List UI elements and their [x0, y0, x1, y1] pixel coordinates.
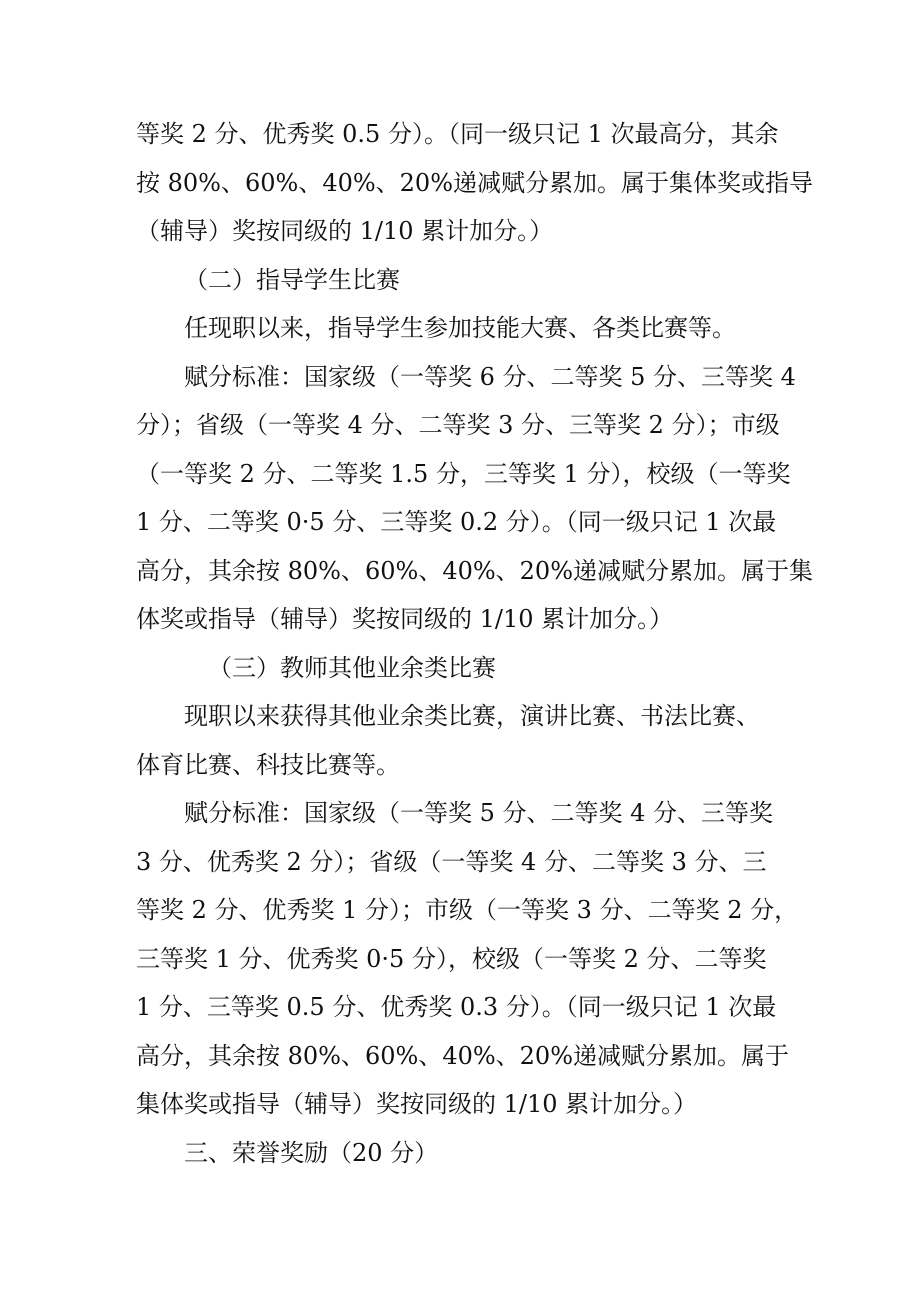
section-heading-honors: 三、荣誉奖励（20 分） [184, 1138, 439, 1167]
text-line: （一等奖 2 分、二等奖 1.5 分，三等奖 1 分），校级（一等奖 [136, 459, 791, 488]
text-line: 体育比赛、科技比赛等。 [136, 750, 400, 779]
text-line: 现职以来获得其他业余类比赛，演讲比赛、书法比赛、 [184, 702, 760, 730]
section-heading-teacher-competitions: （三）教师其他业余类比赛 [208, 653, 496, 682]
text-line: 任现职以来，指导学生参加技能大赛、各类比赛等。 [184, 314, 736, 342]
text-line: 三等奖 1 分、优秀奖 0·5 分），校级（一等奖 2 分、二等奖 [136, 944, 767, 973]
text-line: 等奖 2 分、优秀奖 0.5 分）。（同一级只记 1 次最高分，其余 [136, 120, 779, 148]
section-heading-guide-students: （二）指导学生比赛 [184, 265, 400, 294]
text-line: 1 分、二等奖 0·5 分、三等奖 0.2 分）。（同一级只记 1 次最 [136, 508, 777, 536]
text-line: 按 80%、60%、40%、20%递减赋分累加。属于集体奖或指导 [136, 168, 814, 197]
text-line: 集体奖或指导（辅导）奖按同级的 1/10 累计加分。） [136, 1090, 698, 1118]
scoring-standard-line: 赋分标准：国家级（一等奖 5 分、二等奖 4 分、三等奖 [184, 799, 774, 827]
document-body [136, 110, 814, 1177]
scoring-standard-line: 赋分标准：国家级（一等奖 6 分、二等奖 5 分、三等奖 4 [184, 362, 796, 391]
text-line: 高分，其余按 80%、60%、40%、20%递减赋分累加。属于集 [136, 556, 814, 585]
text-line: （辅导）奖按同级的 1/10 累计加分。） [136, 217, 554, 245]
text-line: 高分，其余按 80%、60%、40%、20%递减赋分累加。属于 [136, 1041, 790, 1070]
text-line: 3 分、优秀奖 2 分）；省级（一等奖 4 分、二等奖 3 分、三 [136, 847, 767, 876]
text-line: 等奖 2 分、优秀奖 1 分）；市级（一等奖 3 分、二等奖 2 分， [136, 896, 799, 924]
text-line: 分）；省级（一等奖 4 分、二等奖 3 分、三等奖 2 分）；市级 [136, 411, 780, 439]
text-line: 1 分、三等奖 0.5 分、优秀奖 0.3 分）。（同一级只记 1 次最 [136, 993, 777, 1021]
text-line: 体奖或指导（辅导）奖按同级的 1/10 累计加分。） [136, 605, 674, 633]
